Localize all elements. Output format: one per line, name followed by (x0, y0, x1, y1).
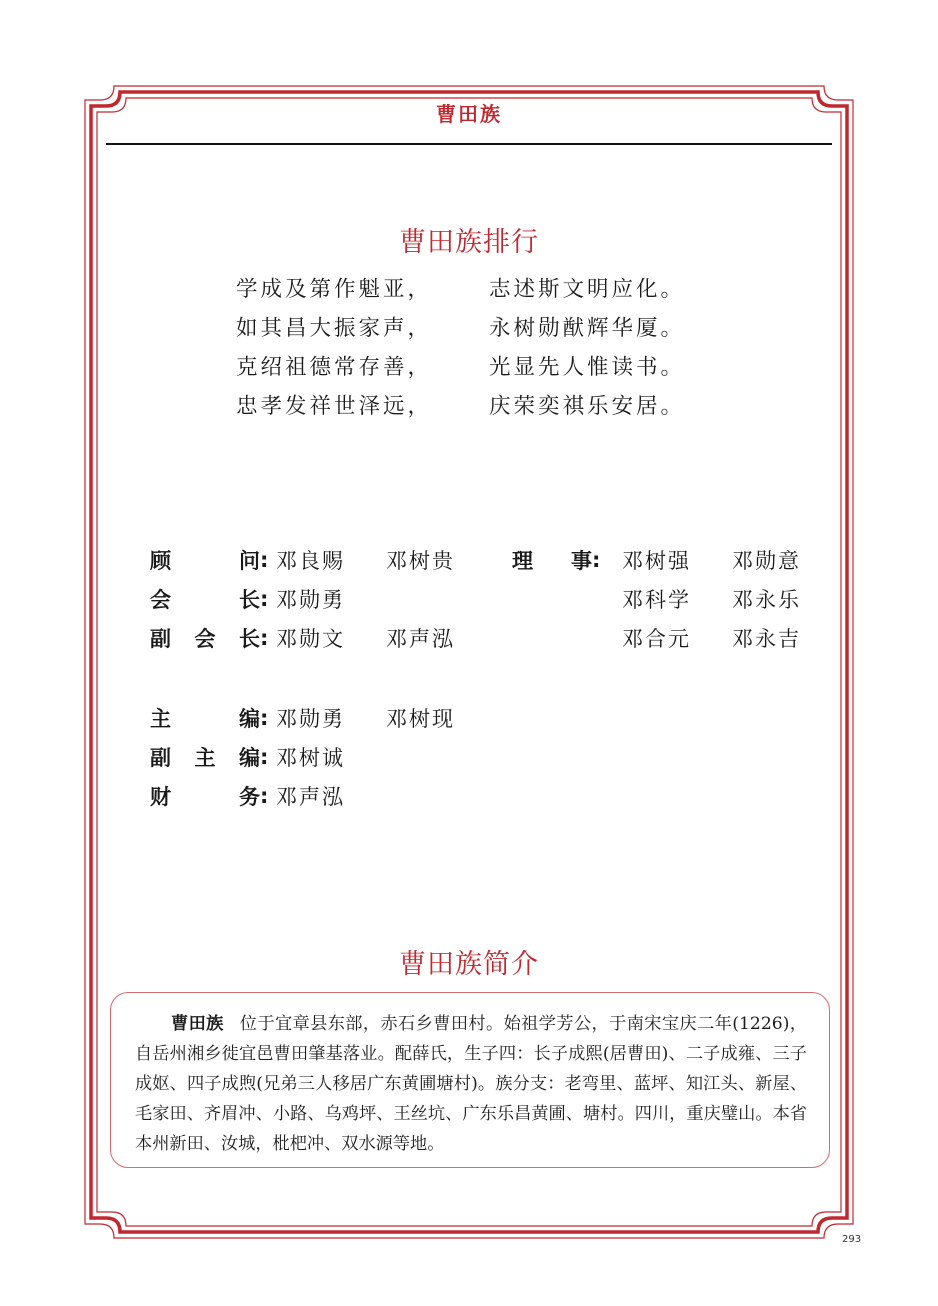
member-name: 邓勋勇 (276, 706, 345, 731)
roster-row-president (150, 579, 496, 618)
intro-text: 位于宜章县东部，赤石乡曹田村。始祖学芳公，于南宋宝庆二年(1226)，自岳州湘乡徙宜邑曹田肇基落业。配薛氏，生子四：长子成熙(居曹田)、二子成雍、三子成妪、四子成煦(兄弟三人移居广东黄圃塘村)。族分支：老弯里、蓝坪、知江头、新屋、毛家田、齐眉冲、小路、乌鸡坪、王丝坑、广东乐昌黄圃、塘村。四川，重庆璧山。本省本州新田、汝城，枇杷冲、双水源等地。 (135, 1014, 807, 1154)
role-label: 会 长 (150, 587, 260, 612)
running-head: 曹田族 (436, 102, 502, 126)
poem-line (236, 272, 756, 311)
member-name: 邓勋意 (732, 548, 801, 573)
role-label: 财 务 (150, 784, 260, 809)
member-name: 邓合元 (622, 626, 691, 651)
page-number: 293 (842, 1234, 862, 1245)
role-label: 顾 问 (150, 548, 260, 573)
officers-list (150, 540, 496, 657)
poem-line-second-half: 光显先人惟读书。 (489, 355, 686, 380)
poem-line-second-half: 志述斯文明应化。 (489, 277, 686, 302)
ranking-title: 曹田族排行 (399, 227, 539, 258)
poem-line-second-half: 庆荣奕祺乐安居。 (489, 394, 686, 419)
role-label: 副 主 编 (150, 745, 260, 770)
role-colon: : (260, 744, 269, 769)
ranking-poem (236, 272, 756, 428)
roster-row-director (512, 540, 842, 579)
role-colon: : (260, 705, 269, 730)
member-name: 邓科学 (622, 587, 691, 612)
member-name: 邓永乐 (732, 587, 801, 612)
poem-line-first-half: 如其昌大振家声， (236, 316, 433, 341)
role-colon: : (260, 625, 269, 650)
roster-row-director (512, 618, 842, 657)
intro-box (110, 992, 830, 1168)
member-name: 邓良赐 (276, 548, 345, 573)
roster-row-advisor (150, 540, 496, 579)
member-name: 邓勋勇 (276, 587, 345, 612)
role-colon: : (260, 783, 269, 808)
poem-line-first-half: 克绍祖德常存善， (236, 355, 433, 380)
member-name: 邓树诚 (276, 745, 345, 770)
role-colon: : (592, 547, 601, 572)
member-name: 邓声泓 (386, 626, 455, 651)
member-name: 邓树现 (386, 706, 455, 731)
member-name: 邓树贵 (386, 548, 455, 573)
editors-list (150, 698, 496, 815)
roster-row-chief-editor (150, 698, 496, 737)
member-name: 邓声泓 (276, 784, 345, 809)
member-name: 邓永吉 (732, 626, 801, 651)
intro-title: 曹田族简介 (399, 949, 539, 980)
poem-line-first-half: 忠孝发祥世泽远， (236, 394, 433, 419)
header-rule (106, 143, 832, 145)
roster-row-finance (150, 776, 496, 815)
role-label: 主 编 (150, 706, 260, 731)
member-name: 邓树强 (622, 548, 691, 573)
role-label: 副 会 长 (150, 626, 260, 651)
poem-line (236, 350, 756, 389)
poem-line-second-half: 永树勋猷辉华厦。 (489, 316, 686, 341)
role-label: 理 事 (512, 548, 592, 573)
role-colon: : (260, 586, 269, 611)
roster-row-deputy-editor (150, 737, 496, 776)
roster-row-director (512, 579, 842, 618)
roster-row-vice-president (150, 618, 496, 657)
directors-list (512, 540, 842, 657)
poem-line (236, 311, 756, 350)
intro-lead: 曹田族 (171, 1014, 224, 1034)
member-name: 邓勋文 (276, 626, 345, 651)
poem-line (236, 389, 756, 428)
poem-line-first-half: 学成及第作魁亚， (236, 277, 433, 302)
role-colon: : (260, 547, 269, 572)
